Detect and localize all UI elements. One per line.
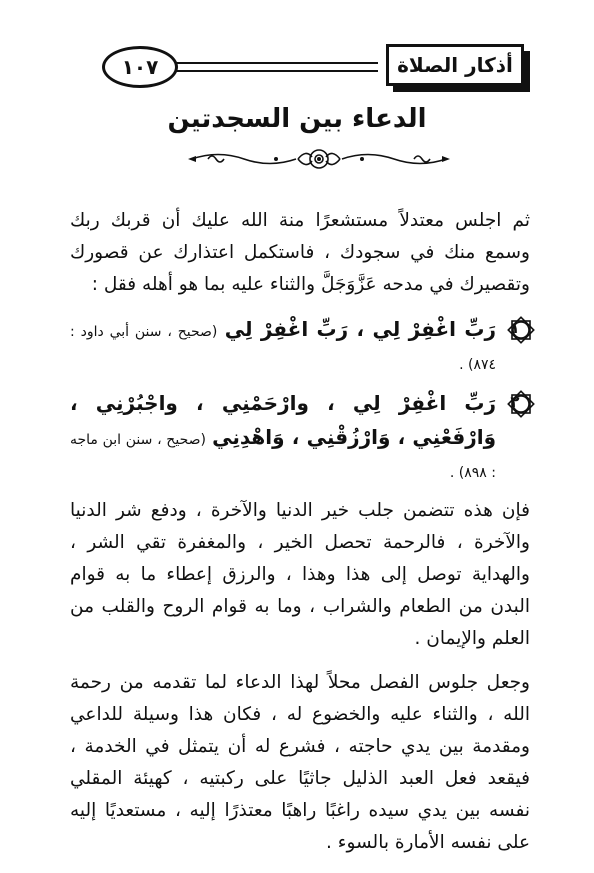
book-title-box (386, 44, 524, 86)
page-header (88, 36, 528, 92)
dua-text: رَبِّ اغْفِرْ لِي ، وارْحَمْنِي ، واجْبُرْنِي ، وَارْفَعْنِي ، وَارْزُقْنِي ، وَاهْدِنِي (70, 391, 497, 449)
dua-number: ٢ (510, 393, 520, 411)
section-title: الدعاء بين السجدتين (167, 104, 427, 134)
dua-source: (صحيح ، سنن أبي داود : ٨٧٤) . (70, 324, 496, 373)
page-number-oval (102, 46, 178, 88)
paragraph-reasoning: وجعل جلوس الفصل محلاً لهذا الدعاء لما تقدمه من رحمة الله ، والثناء عليه والخضوع له ، فكان هذا وسيلة للداعي ومقدمة بين يدي حاجته ، فشرع له أن يتمثل في الخدمة ، فيقعد فعل العبد الذليل جاثيًا على ركبتيه ، كهيئة المقلي نفسه بين يدي سيده راغبًا راهبًا معتذرًا إليه ، مستعديًا إليه على نفسه الأمارة بالسوء . (70, 672, 530, 853)
dua-text: رَبِّ اغْفِرْ لِي ، رَبِّ اغْفِرْ لِي (224, 317, 496, 341)
paragraph-intro: ثم اجلس معتدلاً مستشعرًا منة الله عليك أن قربك ربك وسمع منك في سجودك ، فاستكمل اعتذارك عن قصورك وتقصيرك في مدحه عَزَّوَجَلَّ والثناء عليه بما هو أهله فقل : (70, 210, 530, 295)
dua-2 (70, 387, 530, 489)
page-number: ١٠٧ (121, 55, 159, 79)
dua-1 (70, 313, 530, 381)
book-title: أذكار الصلاة (397, 53, 513, 77)
ornament-divider-icon (188, 144, 450, 174)
body-text (70, 205, 530, 871)
dua-source: (صحيح ، سنن ابن ماجه : ٨٩٨) . (70, 432, 496, 481)
dua-number: ١ (510, 319, 520, 337)
paragraph-explanation: فإن هذه تتضمن جلب خير الدنيا والآخرة ، ودفع شر الدنيا والآخرة ، فالرحمة تحصل الخير ، والمغفرة تقي الشر ، والهداية توصل إلى هذا وهذا ، والرزق إعطاء ما به قوام البدن من الطعام والشراب ، وما به قوام الروح والقلب من العلم والإيمان . (70, 500, 530, 649)
